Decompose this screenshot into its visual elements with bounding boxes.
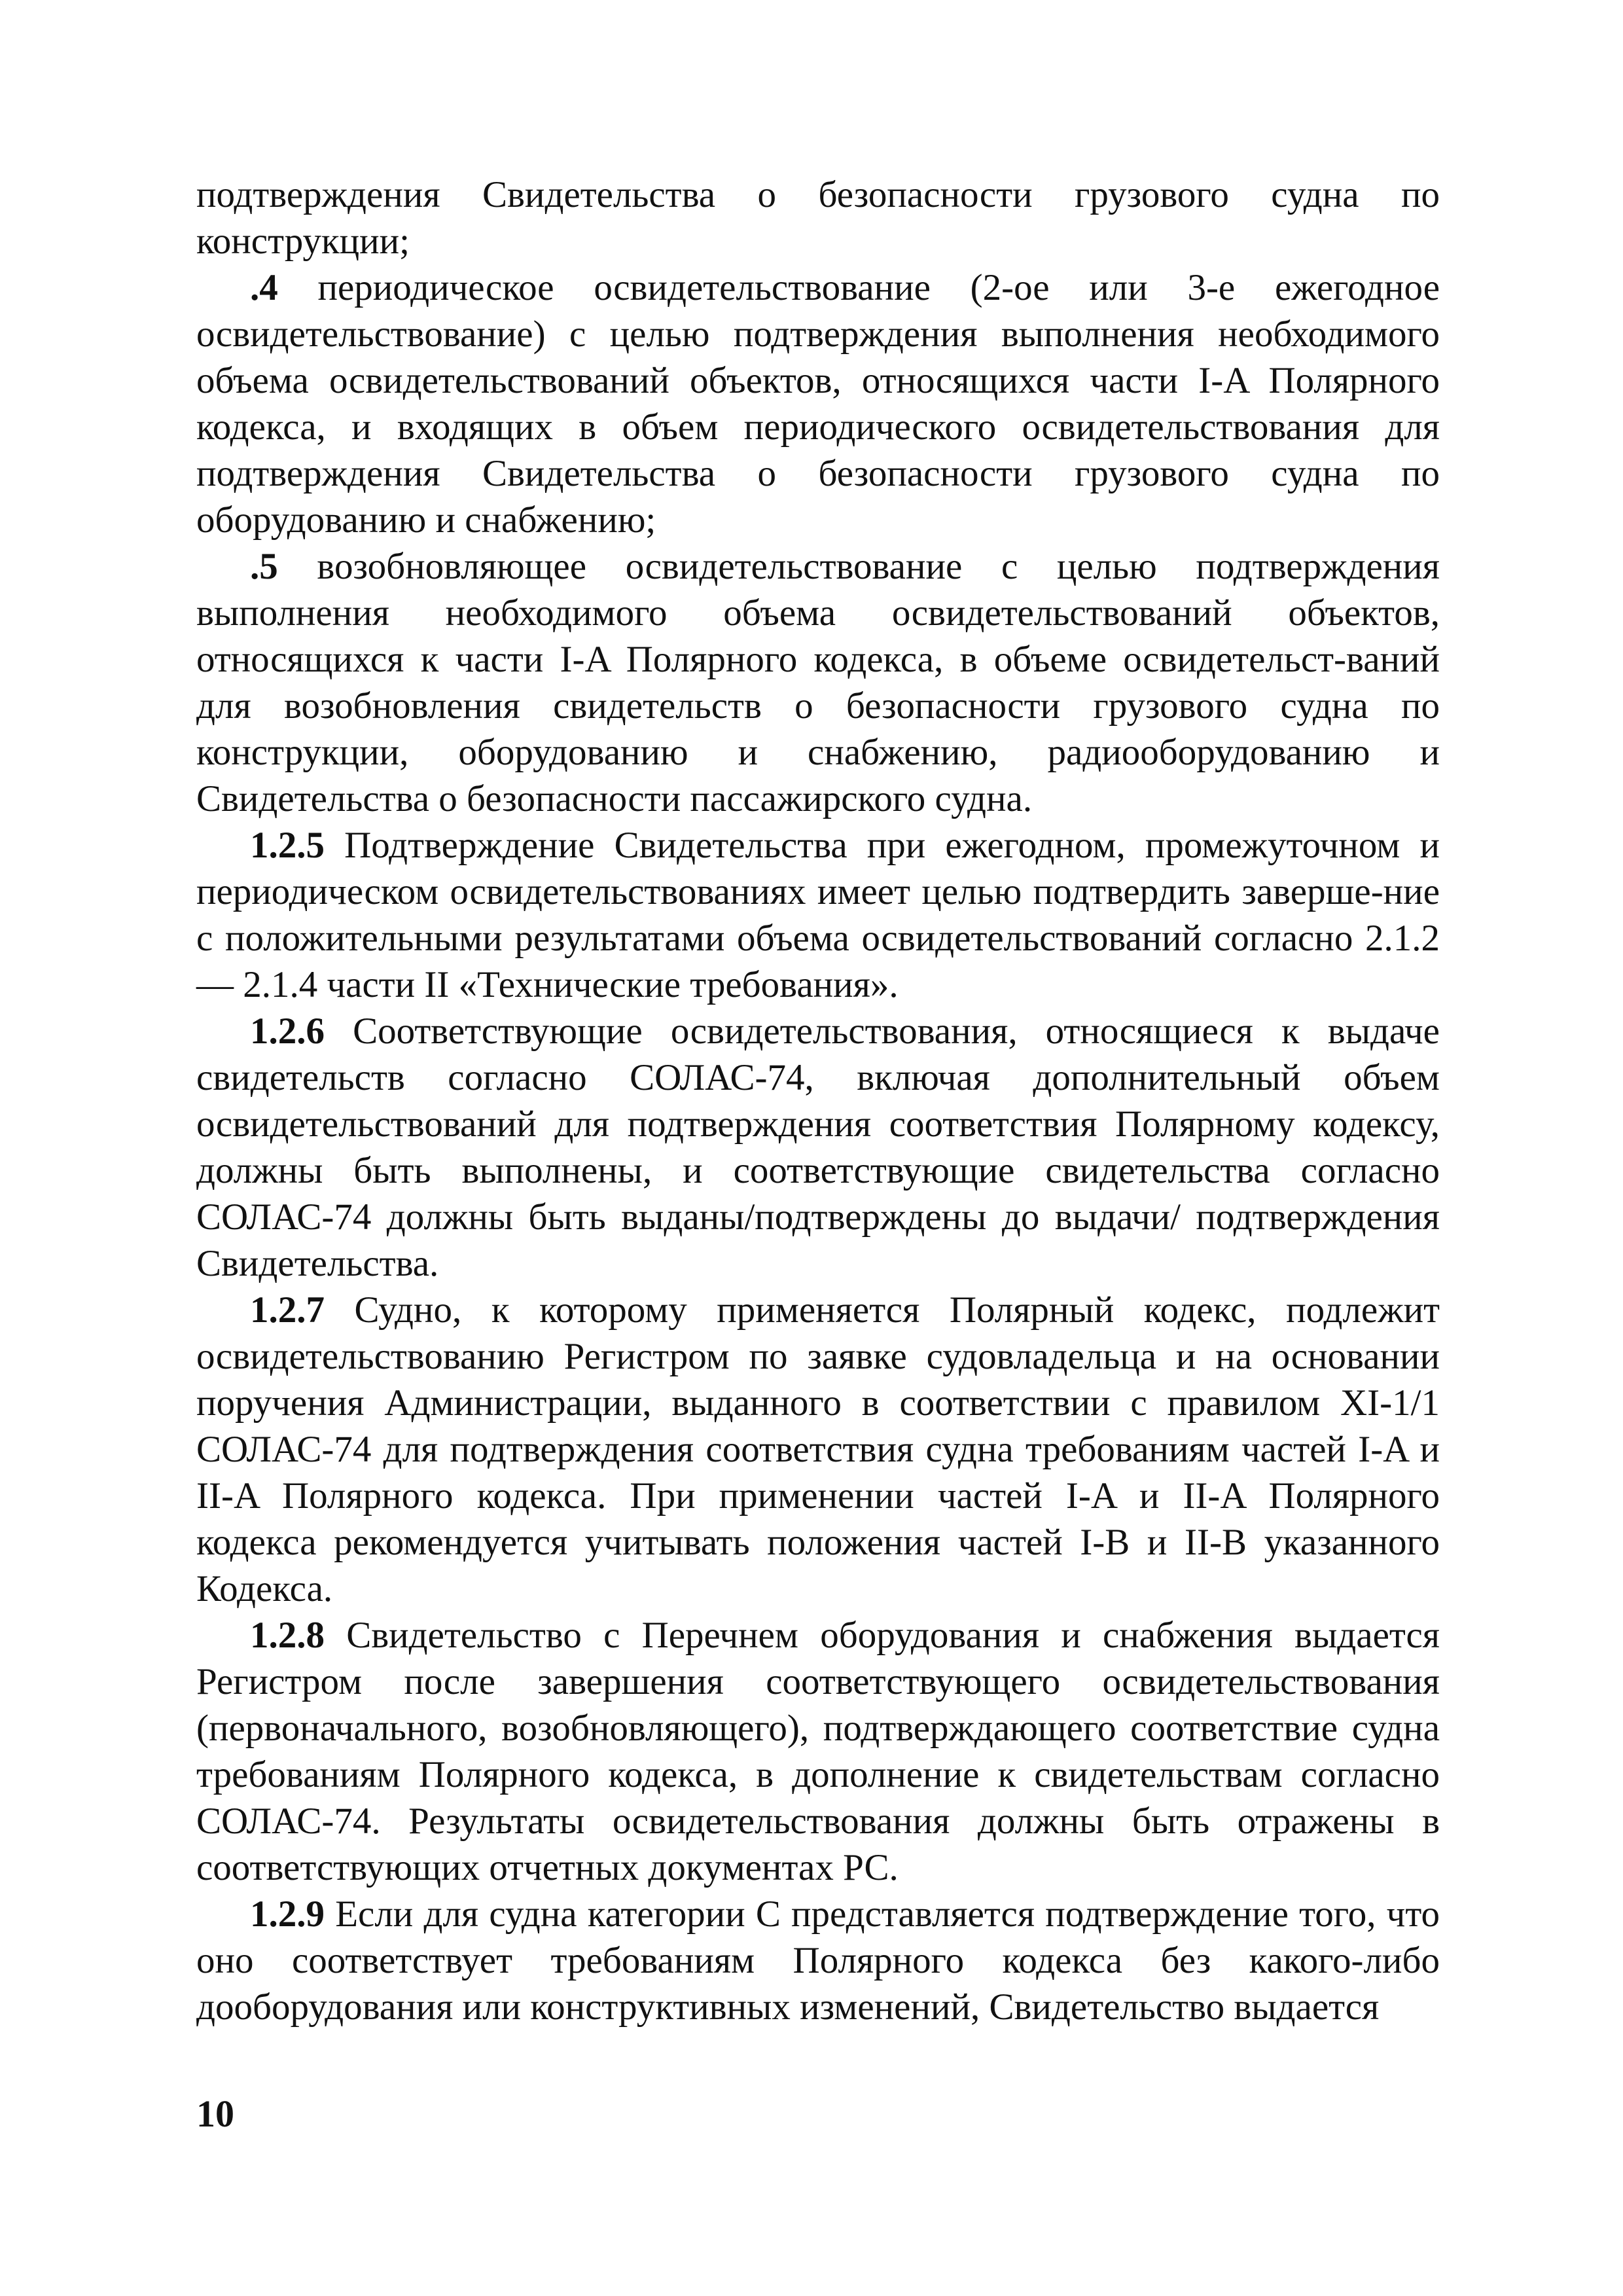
- paragraph-number: 1.2.8: [250, 1615, 325, 1656]
- paragraph-number: 1.2.5: [250, 825, 325, 866]
- paragraph-1-2-8: [196, 1612, 1440, 1891]
- paragraph-number: 1.2.7: [250, 1289, 325, 1331]
- paragraph-text: Если для судна категории C представляется подтверждение того, что оно соответствует требованиям Полярного кодекса без какого-либо дооборудования или конструктивных изменений, Свидетельство выдается: [196, 1893, 1440, 2028]
- paragraph-1-2-7: [196, 1287, 1440, 1612]
- page-number: 10: [196, 2092, 234, 2135]
- paragraph-text: Соответствующие освидетельствования, относящиеся к выдаче свидетельств согласно СОЛАС-74, включая дополнительный объем освидетельствований для подтверждения соответствия Полярному кодексу, должны быть выполнены, и соответствующие свидетельства согласно СОЛАС-74 должны быть выданы/подтверждены до выдачи/ подтверждения Свидетельства.: [196, 1011, 1440, 1284]
- paragraph-number: 1.2.6: [250, 1011, 325, 1052]
- paragraph-text: Подтверждение Свидетельства при ежегодном, промежуточном и периодическом освидетельствованиях имеет целью подтвердить заверше-ние с положительными результатами объема освидетельствований согласно 2.1.2 — 2.1.4 части II «Технические требования».: [196, 825, 1440, 1005]
- paragraph-number: 1.2.9: [250, 1893, 325, 1935]
- paragraph-number: .4: [250, 267, 278, 308]
- paragraph-text: Свидетельство с Перечнем оборудования и снабжения выдается Регистром после завершения соответствующего освидетельствования (первоначального, возобновляющего), подтверждающего соответствие судна требованиям Полярного кодекса, в дополнение к свидетельствам согласно СОЛАС-74. Результаты освидетельствования должны быть отражены в соответствующих отчетных документах РС.: [196, 1615, 1440, 1888]
- paragraph-text: периодическое освидетельствование (2-ое или 3-е ежегодное освидетельствование) с целью подтверждения выполнения необходимого объема освидетельствований объектов, относящихся части I-A Полярного кодекса, и входящих в объем периодического освидетельствования для подтверждения Свидетельства о безопасности грузового судна по оборудованию и снабжению;: [196, 267, 1440, 541]
- paragraph-text: подтверждения Свидетельства о безопасности грузового судна по конструкции;: [196, 174, 1440, 262]
- paragraph-text: возобновляющее освидетельствование с целью подтверждения выполнения необходимого объема освидетельствований объектов, относящихся к части I-A Полярного кодекса, в объеме освидетельст-ваний для возобновления свидетельств о безопасности грузового судна по конструкции, оборудованию и снабжению, радиооборудованию и Свидетельства о безопасности пассажирского судна.: [196, 546, 1440, 819]
- paragraph-item-5: [196, 543, 1440, 822]
- paragraph-continuation: [196, 171, 1440, 264]
- paragraph-item-4: [196, 264, 1440, 543]
- paragraph-text: Судно, к которому применяется Полярный кодекс, подлежит освидетельствованию Регистром по заявке судовладельца и на основании поручения Администрации, выданного в соответствии с правилом XI-1/1 СОЛАС-74 для подтверждения соответствия судна требованиям частей I-A и II-A Полярного кодекса. При применении частей I-A и II-A Полярного кодекса рекомендуется учитывать положения частей I-B и II-B указанного Кодекса.: [196, 1289, 1440, 1609]
- paragraph-number: .5: [250, 546, 278, 587]
- paragraph-1-2-5: [196, 822, 1440, 1008]
- paragraph-1-2-9: [196, 1891, 1440, 2030]
- document-body: [196, 171, 1440, 2030]
- paragraph-1-2-6: [196, 1008, 1440, 1287]
